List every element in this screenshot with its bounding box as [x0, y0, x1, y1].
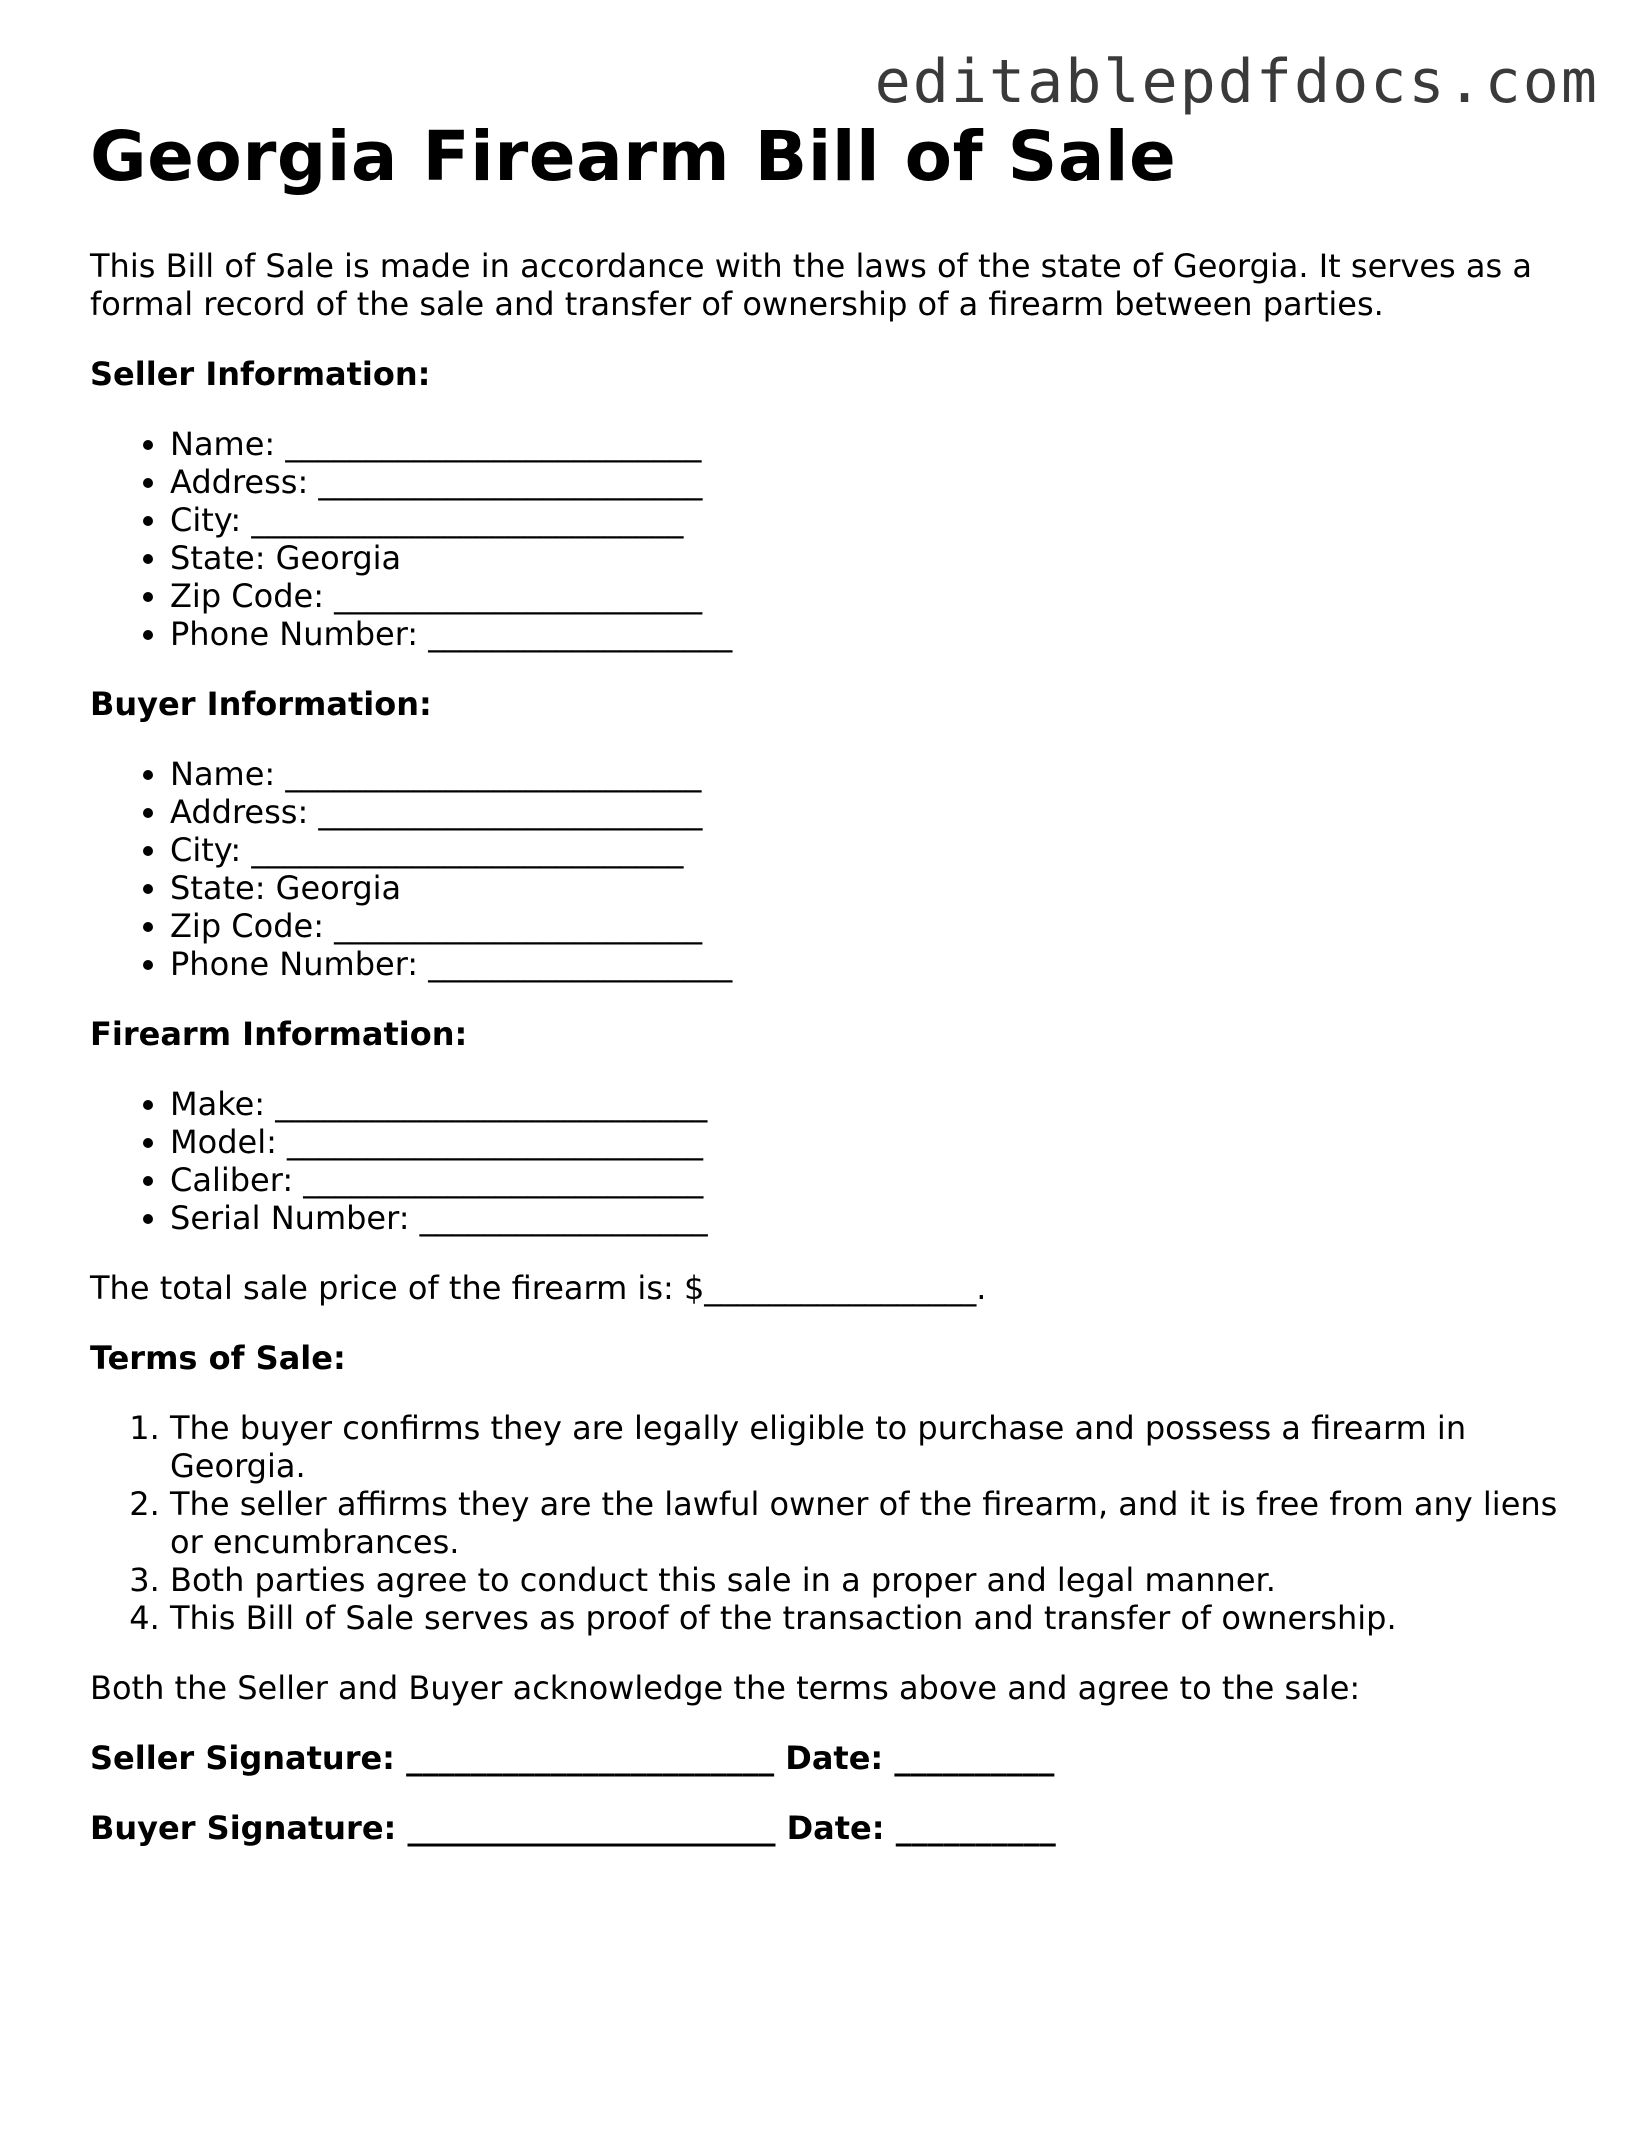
- term-item: 2. The seller affirms they are the lawful owner of the firearm, and it is free from any liens or encumbrances.: [170, 1485, 1570, 1561]
- buyer-phone-field: • Phone Number: ___________________: [170, 945, 1570, 983]
- sale-price-line: The total sale price of the firearm is: $_________________.: [90, 1269, 987, 1308]
- seller-information-list: [90, 425, 1570, 653]
- term-item: 4. This Bill of Sale serves as proof of the transaction and transfer of ownership.: [170, 1599, 1570, 1637]
- seller-name-field: • Name: __________________________: [170, 425, 1570, 463]
- term-item: 3. Both parties agree to conduct this sale in a proper and legal manner.: [170, 1561, 1570, 1599]
- term-item: 1. The buyer confirms they are legally eligible to purchase and possess a firearm in Georgia.: [170, 1409, 1570, 1485]
- seller-phone-field: • Phone Number: ___________________: [170, 615, 1570, 653]
- document-title: Georgia Firearm Bill of Sale: [90, 117, 1177, 197]
- buyer-signature-line: Buyer Signature: _______________________ Date: __________: [90, 1809, 1056, 1848]
- buyer-state-field: • State: Georgia: [170, 869, 1570, 907]
- acknowledgement-paragraph: Both the Seller and Buyer acknowledge the terms above and agree to the sale:: [90, 1669, 1361, 1708]
- firearm-model-field: • Model: __________________________: [170, 1123, 1570, 1161]
- seller-zip-field: • Zip Code: _______________________: [170, 577, 1570, 615]
- buyer-name-field: • Name: __________________________: [170, 755, 1570, 793]
- firearm-information-heading: Firearm Information:: [90, 1015, 468, 1054]
- terms-of-sale-heading: Terms of Sale:: [90, 1339, 346, 1378]
- firearm-make-field: • Make: ___________________________: [170, 1085, 1570, 1123]
- terms-of-sale-list: [90, 1409, 1570, 1637]
- seller-address-field: • Address: ________________________: [170, 463, 1570, 501]
- document-page: [90, 118, 1570, 1847]
- buyer-address-field: • Address: ________________________: [170, 793, 1570, 831]
- buyer-information-heading: Buyer Information:: [90, 685, 432, 724]
- seller-signature-line: Seller Signature: _______________________ Date: __________: [90, 1739, 1055, 1778]
- firearm-information-list: [90, 1085, 1570, 1237]
- buyer-zip-field: • Zip Code: _______________________: [170, 907, 1570, 945]
- firearm-caliber-field: • Caliber: _________________________: [170, 1161, 1570, 1199]
- firearm-serial-field: • Serial Number: __________________: [170, 1199, 1570, 1237]
- seller-information-heading: Seller Information:: [90, 355, 431, 394]
- buyer-information-list: [90, 755, 1570, 983]
- watermark: editablepdfdocs.com: [874, 47, 1599, 117]
- seller-state-field: • State: Georgia: [170, 539, 1570, 577]
- buyer-city-field: • City: ___________________________: [170, 831, 1570, 869]
- seller-city-field: • City: ___________________________: [170, 501, 1570, 539]
- intro-paragraph: This Bill of Sale is made in accordance with the laws of the state of Georgia. It serves as a formal record of the sale and transfer of ownership of a firearm between parties.: [90, 247, 1532, 324]
